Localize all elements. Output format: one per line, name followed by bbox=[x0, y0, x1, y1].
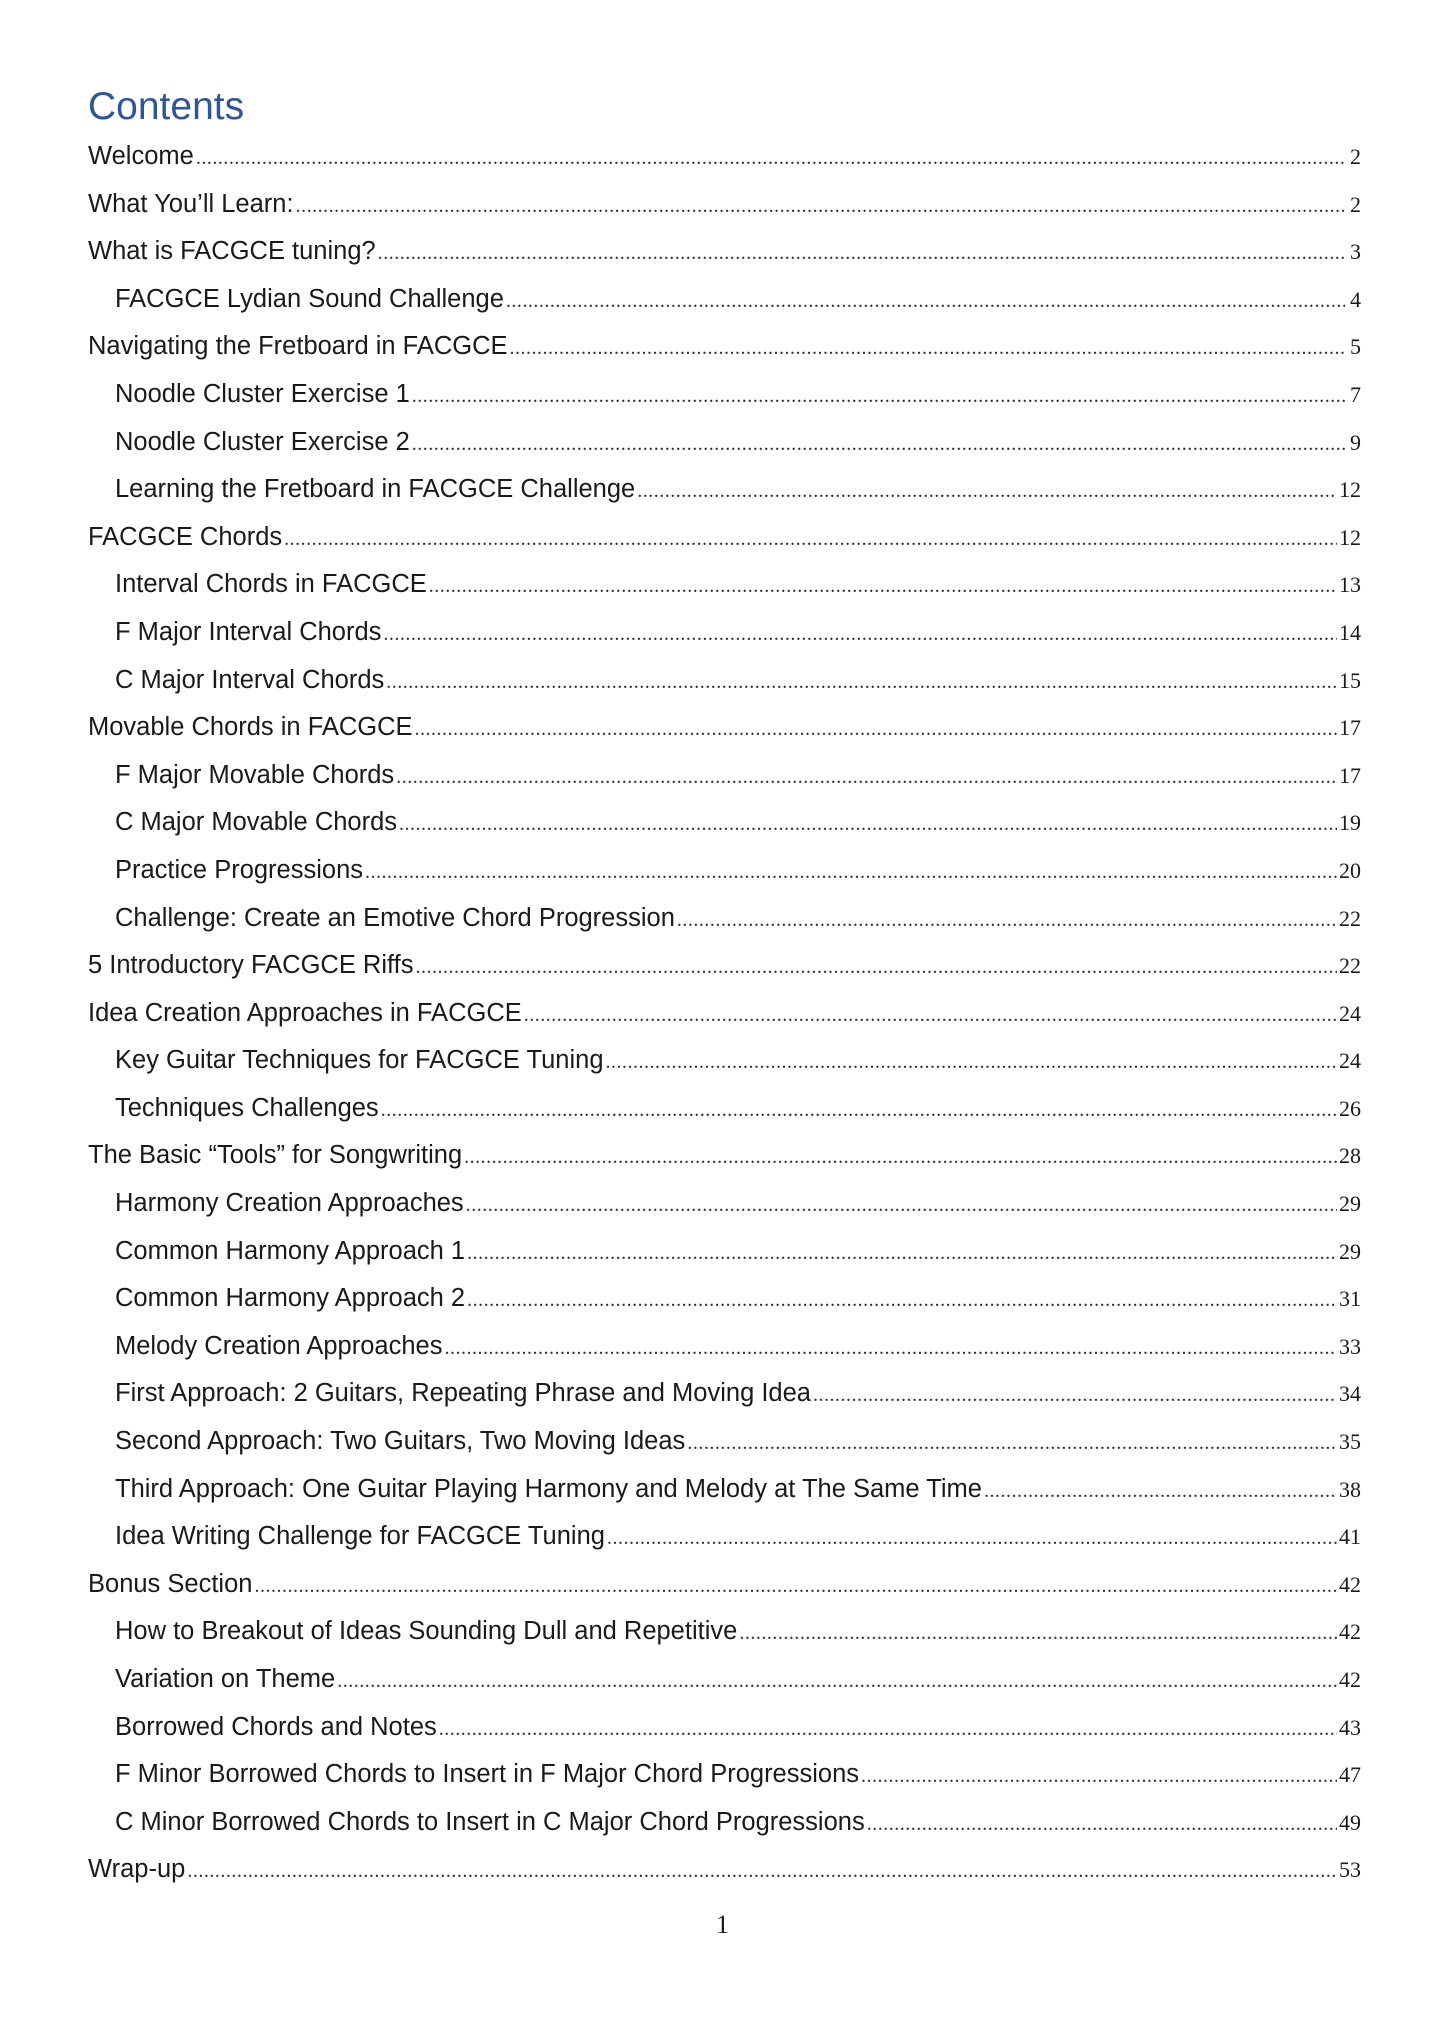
toc-entry-title[interactable]: Navigating the Fretboard in FACGCE bbox=[88, 332, 508, 361]
toc-entry-title[interactable]: Common Harmony Approach 2 bbox=[115, 1284, 466, 1313]
toc-entry[interactable] bbox=[88, 847, 1361, 895]
dot-leader bbox=[510, 325, 1345, 373]
toc-entry-page[interactable]: 13 bbox=[1339, 572, 1361, 598]
toc-entry[interactable] bbox=[88, 1085, 1361, 1133]
dot-leader bbox=[464, 1134, 1337, 1182]
toc-entry-title[interactable]: C Minor Borrowed Chords to Insert in C Major Chord Progressions bbox=[115, 1807, 865, 1836]
toc-entry-title[interactable]: F Major Interval Chords bbox=[115, 617, 382, 646]
toc-entry-page[interactable]: 20 bbox=[1339, 857, 1361, 883]
dot-leader bbox=[467, 1277, 1337, 1325]
dot-leader bbox=[867, 1801, 1337, 1849]
toc-entry-page[interactable]: 42 bbox=[1339, 1571, 1361, 1597]
toc-entry-page[interactable]: 2 bbox=[1350, 191, 1361, 217]
toc-entry[interactable] bbox=[88, 1037, 1361, 1085]
dot-leader bbox=[386, 659, 1337, 707]
toc-entry-title[interactable]: Challenge: Create an Emotive Chord Progression bbox=[115, 903, 675, 932]
toc-entry-page[interactable]: 17 bbox=[1339, 715, 1361, 741]
dot-leader bbox=[412, 373, 1345, 421]
dot-leader bbox=[984, 1468, 1337, 1516]
dot-leader bbox=[383, 611, 1337, 659]
toc-entry-page[interactable]: 28 bbox=[1339, 1143, 1361, 1169]
dot-leader bbox=[861, 1753, 1337, 1801]
toc-entry[interactable] bbox=[88, 466, 1361, 514]
toc-entry-title[interactable]: F Minor Borrowed Chords to Insert in F Major Chord Progressions bbox=[115, 1760, 860, 1789]
toc-entry-page[interactable]: 53 bbox=[1339, 1857, 1361, 1883]
dot-leader bbox=[378, 230, 1345, 278]
toc-entry-page[interactable]: 49 bbox=[1339, 1809, 1361, 1835]
toc-entry-page[interactable]: 7 bbox=[1350, 381, 1361, 407]
toc-entry-page[interactable]: 43 bbox=[1339, 1714, 1361, 1740]
toc-entry-title[interactable]: Variation on Theme bbox=[115, 1665, 336, 1693]
toc-entry-title[interactable]: C Major Movable Chords bbox=[115, 808, 398, 837]
toc-entry[interactable] bbox=[88, 1656, 1361, 1704]
toc-entry-page[interactable]: 34 bbox=[1339, 1381, 1361, 1407]
toc-entry-title[interactable]: Second Approach: Two Guitars, Two Moving Ideas bbox=[115, 1427, 686, 1456]
dot-leader bbox=[254, 1563, 1337, 1611]
toc-entry-page[interactable]: 42 bbox=[1339, 1619, 1361, 1645]
dot-leader bbox=[677, 897, 1337, 945]
dot-leader bbox=[607, 1515, 1337, 1563]
dot-leader bbox=[381, 1087, 1337, 1135]
toc-entry[interactable] bbox=[88, 276, 1361, 324]
toc-entry-title[interactable]: Bonus Section bbox=[88, 1569, 253, 1598]
toc-entry-page[interactable]: 24 bbox=[1339, 1000, 1361, 1026]
toc-entry-title[interactable]: First Approach: 2 Guitars, Repeating Phrase and Moving Idea bbox=[115, 1379, 811, 1408]
toc-entry-page[interactable]: 14 bbox=[1339, 619, 1361, 645]
toc-entry[interactable] bbox=[88, 942, 1361, 990]
toc-entry[interactable] bbox=[88, 895, 1361, 943]
dot-leader bbox=[687, 1420, 1337, 1468]
dot-leader bbox=[396, 754, 1337, 802]
dot-leader bbox=[506, 278, 1345, 326]
toc-entry-title[interactable]: Common Harmony Approach 1 bbox=[115, 1236, 466, 1265]
toc-entry-title[interactable]: Practice Progressions bbox=[115, 855, 364, 884]
toc-entry-page[interactable]: 42 bbox=[1339, 1667, 1361, 1692]
toc-entry-page[interactable]: 29 bbox=[1339, 1238, 1361, 1264]
toc-heading: Contents bbox=[88, 85, 245, 128]
dot-leader bbox=[415, 706, 1337, 754]
toc-entry[interactable] bbox=[88, 133, 1361, 181]
toc-entry-title[interactable]: Movable Chords in FACGCE bbox=[88, 713, 413, 742]
toc-entry-title[interactable]: Harmony Creation Approaches bbox=[115, 1189, 464, 1218]
toc-entry-title[interactable]: Key Guitar Techniques for FACGCE Tuning bbox=[115, 1046, 604, 1075]
toc-entry-title[interactable]: FACGCE Chords bbox=[88, 522, 283, 551]
toc-entry-page[interactable]: 12 bbox=[1339, 477, 1361, 503]
toc-entry-page[interactable]: 9 bbox=[1350, 429, 1361, 455]
toc-entry-page[interactable]: 5 bbox=[1350, 334, 1361, 360]
toc-entry-page[interactable]: 22 bbox=[1339, 905, 1361, 931]
dot-leader bbox=[439, 1706, 1337, 1754]
dot-leader bbox=[337, 1658, 1337, 1706]
toc-entry[interactable] bbox=[88, 419, 1361, 467]
toc-entry[interactable] bbox=[88, 323, 1361, 371]
dot-leader bbox=[284, 516, 1337, 564]
toc-entry-page[interactable]: 41 bbox=[1339, 1524, 1361, 1550]
toc-entry-page[interactable]: 3 bbox=[1350, 239, 1361, 265]
dot-leader bbox=[739, 1610, 1337, 1658]
toc-entry[interactable] bbox=[88, 1846, 1361, 1894]
toc-entry[interactable] bbox=[88, 752, 1361, 800]
toc-entry-page[interactable]: 4 bbox=[1350, 286, 1361, 312]
dot-leader bbox=[606, 1039, 1337, 1087]
toc-entry[interactable] bbox=[88, 1228, 1361, 1276]
toc-entry[interactable] bbox=[88, 1132, 1361, 1180]
toc-entry[interactable] bbox=[88, 1275, 1361, 1323]
toc-entry-page[interactable]: 31 bbox=[1339, 1286, 1361, 1312]
dot-leader bbox=[637, 468, 1337, 516]
toc-entry-title[interactable]: 5 Introductory FACGCE Riffs bbox=[88, 951, 414, 980]
dot-leader bbox=[467, 1230, 1337, 1278]
table-of-contents bbox=[88, 133, 1361, 1894]
toc-entry-page[interactable]: 26 bbox=[1339, 1095, 1361, 1121]
dot-leader bbox=[187, 1848, 1337, 1896]
toc-entry[interactable] bbox=[88, 1466, 1361, 1514]
toc-entry-title[interactable]: Noodle Cluster Exercise 1 bbox=[115, 379, 410, 408]
dot-leader bbox=[412, 421, 1345, 469]
toc-entry-page[interactable]: 17 bbox=[1339, 762, 1361, 788]
toc-entry[interactable] bbox=[88, 704, 1361, 752]
toc-entry-title[interactable]: What is FACGCE tuning? bbox=[88, 237, 376, 266]
toc-entry[interactable] bbox=[88, 1704, 1361, 1752]
toc-entry-page[interactable]: 15 bbox=[1339, 667, 1361, 693]
toc-entry[interactable] bbox=[88, 371, 1361, 419]
toc-entry[interactable] bbox=[88, 609, 1361, 657]
toc-entry-title[interactable]: C Major Interval Chords bbox=[115, 665, 385, 694]
toc-entry[interactable] bbox=[88, 1799, 1361, 1847]
toc-entry[interactable] bbox=[88, 990, 1361, 1038]
toc-entry[interactable] bbox=[88, 514, 1361, 562]
toc-entry-page[interactable]: 22 bbox=[1339, 953, 1361, 979]
toc-entry-title[interactable]: How to Breakout of Ideas Sounding Dull and Repetitive bbox=[115, 1617, 738, 1646]
toc-entry-page[interactable]: 33 bbox=[1339, 1333, 1361, 1359]
toc-entry[interactable] bbox=[88, 1370, 1361, 1418]
toc-entry-title[interactable]: Idea Creation Approaches in FACGCE bbox=[88, 998, 522, 1027]
toc-entry[interactable] bbox=[88, 1608, 1361, 1656]
dot-leader bbox=[466, 1182, 1337, 1230]
toc-entry-page[interactable]: 29 bbox=[1339, 1191, 1361, 1217]
toc-entry-title[interactable]: Wrap-up bbox=[88, 1855, 186, 1884]
toc-entry[interactable] bbox=[88, 1323, 1361, 1371]
toc-entry-title[interactable]: The Basic “Tools” for Songwriting bbox=[88, 1141, 463, 1170]
dot-leader bbox=[196, 135, 1345, 183]
toc-entry[interactable] bbox=[88, 228, 1361, 276]
dot-leader bbox=[365, 849, 1337, 897]
toc-entry-page[interactable]: 12 bbox=[1339, 524, 1361, 550]
toc-entry-page[interactable]: 24 bbox=[1339, 1048, 1361, 1074]
dot-leader bbox=[296, 183, 1345, 231]
dot-leader bbox=[415, 944, 1337, 992]
toc-entry[interactable] bbox=[88, 181, 1361, 229]
dot-leader bbox=[399, 801, 1337, 849]
toc-entry-page[interactable]: 38 bbox=[1339, 1476, 1361, 1502]
toc-entry[interactable] bbox=[88, 799, 1361, 847]
toc-entry-title[interactable]: Borrowed Chords and Notes bbox=[115, 1712, 437, 1741]
toc-entry-title[interactable]: F Major Movable Chords bbox=[115, 760, 395, 789]
toc-entry[interactable] bbox=[88, 657, 1361, 705]
toc-entry-page[interactable]: 19 bbox=[1339, 810, 1361, 836]
toc-entry-title[interactable]: Noodle Cluster Exercise 2 bbox=[115, 427, 410, 456]
toc-entry-page[interactable]: 2 bbox=[1350, 144, 1361, 169]
toc-entry-title[interactable]: Melody Creation Approaches bbox=[115, 1331, 443, 1360]
toc-entry[interactable] bbox=[88, 1180, 1361, 1228]
toc-entry-title[interactable]: Interval Chords in FACGCE bbox=[115, 570, 427, 599]
toc-entry-title[interactable]: What You’ll Learn: bbox=[88, 189, 294, 218]
toc-entry[interactable] bbox=[88, 561, 1361, 609]
dot-leader bbox=[524, 992, 1337, 1040]
dot-leader bbox=[429, 563, 1337, 611]
dot-leader bbox=[444, 1325, 1337, 1373]
toc-entry-title[interactable]: Techniques Challenges bbox=[115, 1093, 379, 1122]
dot-leader bbox=[813, 1372, 1337, 1420]
toc-entry-page[interactable]: 35 bbox=[1339, 1429, 1361, 1455]
toc-entry-title[interactable]: Third Approach: One Guitar Playing Harmony and Melody at The Same Time bbox=[115, 1474, 982, 1503]
page-number: 1 bbox=[716, 1910, 729, 1939]
toc-entry-title[interactable]: FACGCE Lydian Sound Challenge bbox=[115, 284, 504, 313]
toc-entry[interactable] bbox=[88, 1561, 1361, 1609]
toc-entry-title[interactable]: Learning the Fretboard in FACGCE Challenge bbox=[115, 475, 636, 504]
toc-entry-title[interactable]: Idea Writing Challenge for FACGCE Tuning bbox=[115, 1522, 605, 1551]
toc-entry[interactable] bbox=[88, 1418, 1361, 1466]
toc-entry[interactable] bbox=[88, 1513, 1361, 1561]
toc-entry-title[interactable]: Welcome bbox=[88, 142, 194, 170]
toc-entry-page[interactable]: 47 bbox=[1339, 1762, 1361, 1788]
toc-entry[interactable] bbox=[88, 1751, 1361, 1799]
